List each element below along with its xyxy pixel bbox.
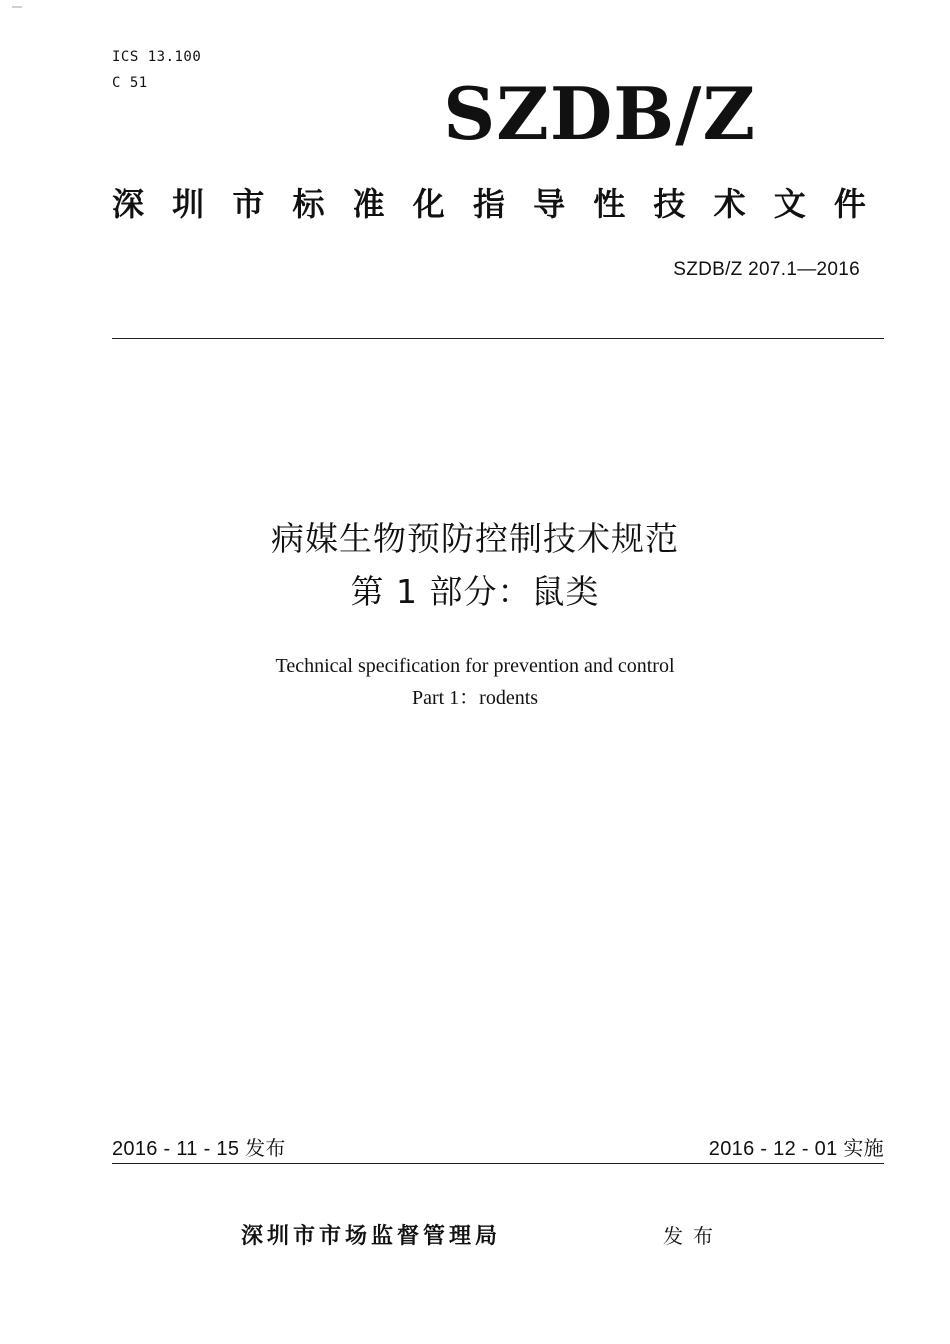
publish-label: 发布	[663, 1224, 723, 1248]
document-type-char: 标	[292, 185, 325, 223]
document-type-char: 准	[352, 185, 385, 223]
ccs-code: C 51	[112, 75, 148, 91]
title-english-line1: Technical specification for prevention and control	[275, 655, 675, 677]
title-english-line2: Part 1：rodents	[411, 687, 539, 709]
document-type-char: 化	[412, 185, 445, 223]
document-type	[112, 185, 866, 223]
document-type-char: 技	[653, 185, 686, 223]
document-type-char: 圳	[172, 185, 205, 223]
issue-date: 2016 - 11 - 15 发布	[112, 1138, 286, 1160]
document-number: SZDB/Z 207.1—2016	[673, 259, 860, 280]
footer-divider	[112, 1163, 884, 1164]
header-divider	[112, 338, 884, 339]
title-chinese-line1: 病媒生物预防控制技术规范	[271, 519, 679, 558]
document-type-char: 性	[593, 185, 626, 223]
document-type-char: 市	[232, 185, 265, 223]
corner-mark	[12, 6, 22, 8]
document-type-char: 指	[472, 185, 505, 223]
document-type-char: 深	[112, 185, 145, 223]
issuing-authority: 深圳市市场监督管理局	[241, 1224, 502, 1249]
document-type-char: 术	[713, 185, 746, 223]
document-type-char: 件	[833, 185, 866, 223]
title-chinese-line2: 第 1 部分：鼠类	[350, 572, 600, 611]
document-type-char: 文	[773, 185, 806, 223]
document-type-char: 导	[533, 185, 566, 223]
standard-brand: SZDB/Z	[443, 71, 756, 156]
ics-code: ICS 13.100	[112, 49, 202, 65]
implementation-date: 2016 - 12 - 01 实施	[708, 1138, 884, 1160]
